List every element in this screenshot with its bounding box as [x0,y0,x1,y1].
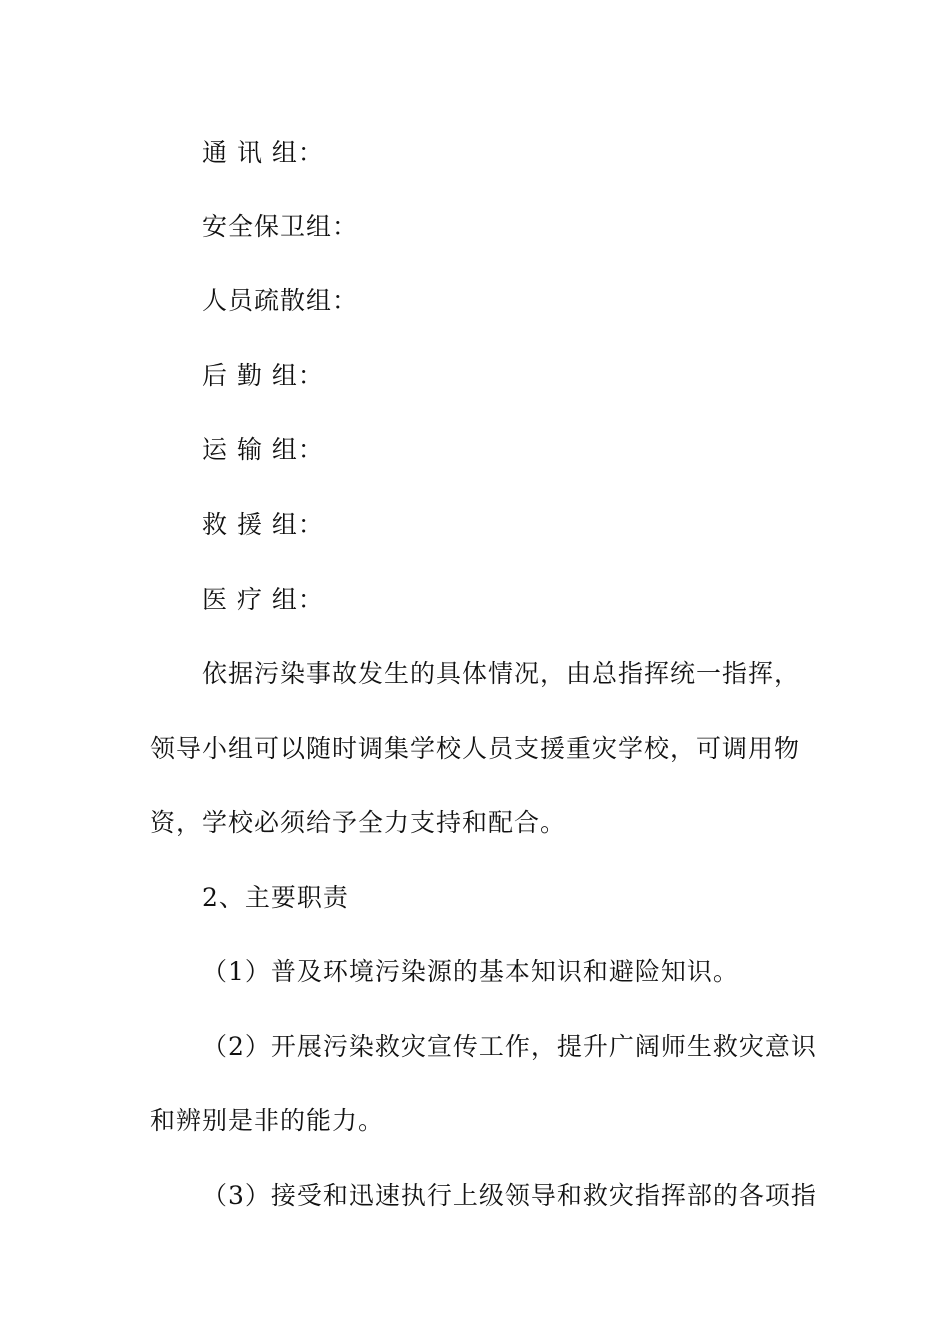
group-evacuation: 人员疏散组： [202,286,359,315]
duty-line: （3）接受和迅速执行上级领导和救灾指挥部的各项指 [202,1181,817,1210]
section-heading: 2、主要职责 [202,883,349,912]
paragraph-line: 资，学校必须给予全力支持和配合。 [150,808,567,837]
duty-line: 和辨别是非的能力。 [150,1106,385,1135]
group-transport: 运 输 组： [202,435,324,464]
duty-line: （2）开展污染救灾宣传工作，提升广阔师生救灾意识 [202,1032,817,1061]
group-security: 安全保卫组： [202,212,359,241]
group-medical: 医 疗 组： [202,585,324,614]
group-communication: 通 讯 组： [202,138,324,167]
group-logistics: 后 勤 组： [202,361,324,390]
paragraph-line: 依据污染事故发生的具体情况，由总指挥统一指挥， [202,659,801,688]
duty-line: （1）普及环境污染源的基本知识和避险知识。 [202,957,739,986]
group-rescue: 救 援 组： [202,510,324,539]
paragraph-line: 领导小组可以随时调集学校人员支援重灾学校，可调用物 [150,734,801,763]
